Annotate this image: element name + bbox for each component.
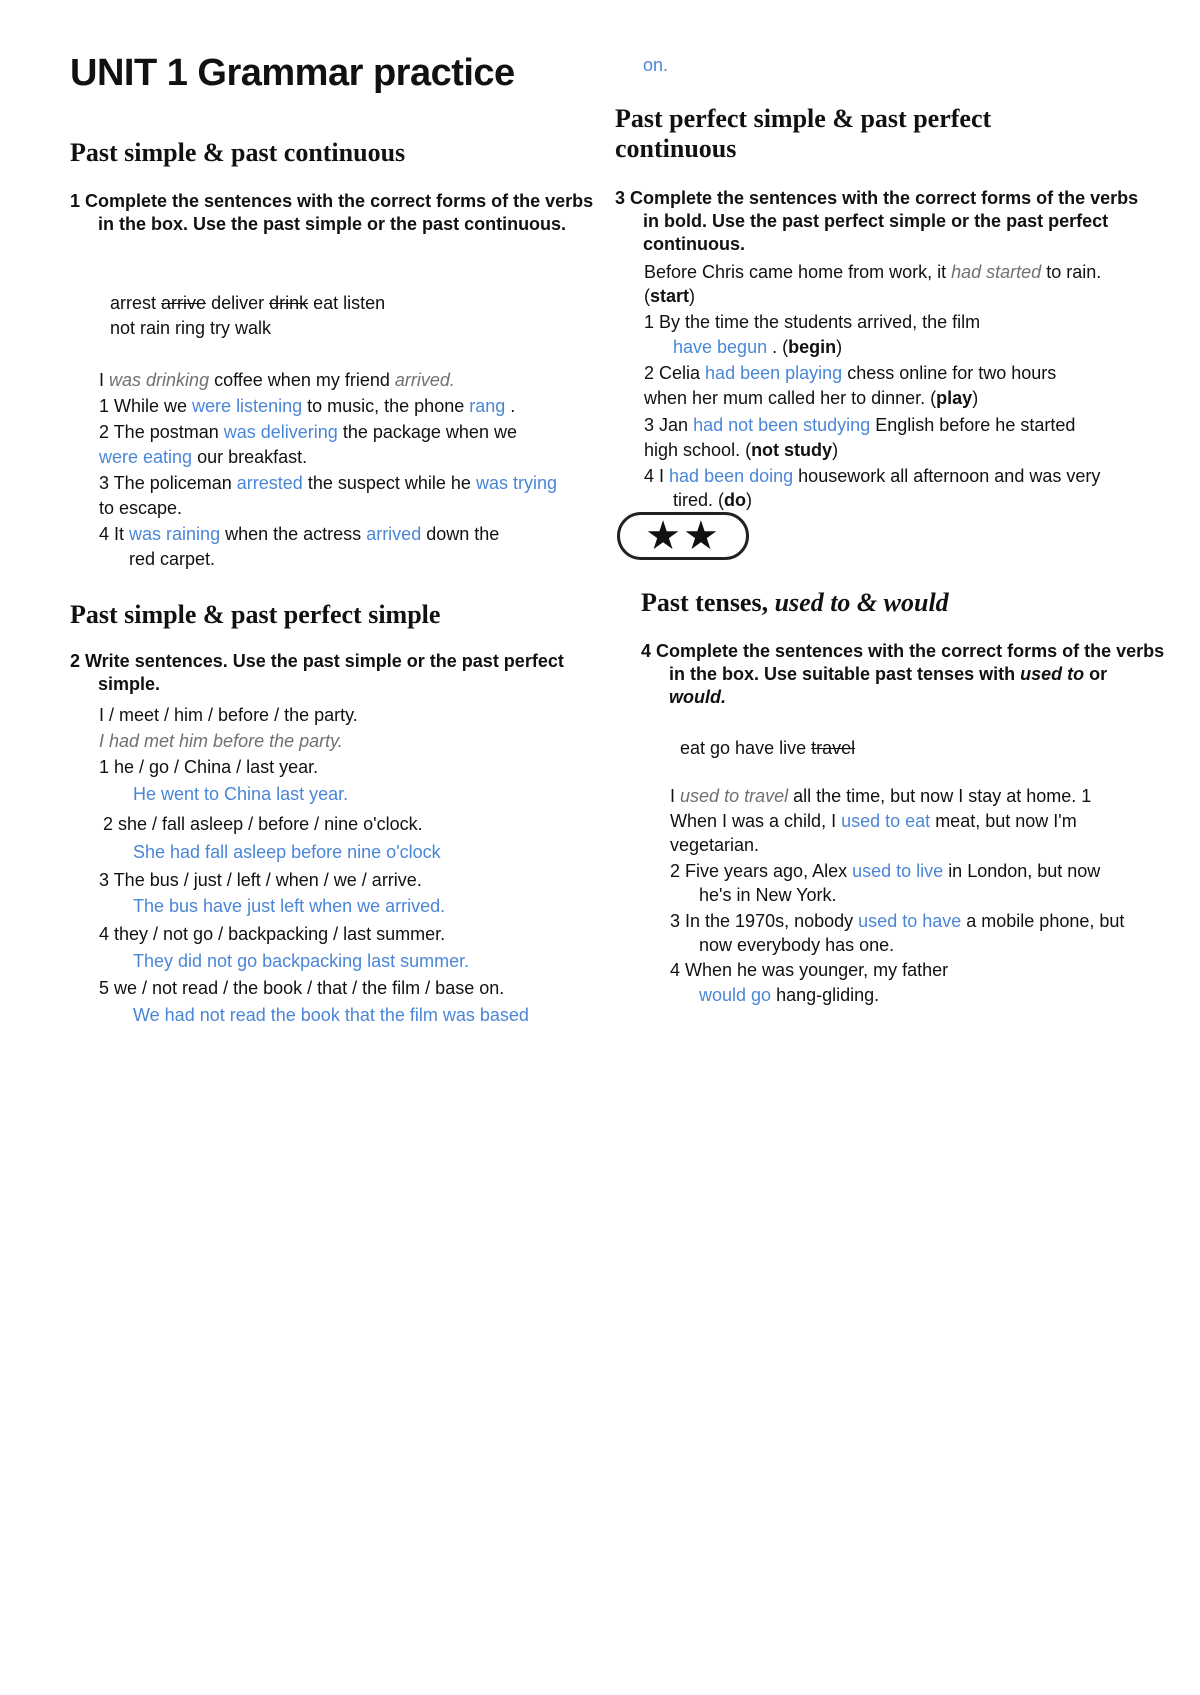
- exercise-1-item-2: 2 The postman was delivering the package when we: [99, 422, 517, 442]
- exercise-2-a3: The bus have just left when we arrived.: [133, 896, 446, 916]
- word-box-1-line-2: not rain ring try walk: [110, 318, 272, 338]
- exercise-4-item-2: 2 Five years ago, Alex used to live in London, but now: [670, 861, 1101, 881]
- exercise-3-example: Before Chris came home from work, it had started to rain.: [644, 262, 1102, 282]
- exercise-2-q3: 3 The bus / just / left / when / we / arrive.: [99, 870, 422, 890]
- exercise-4-item-1-cont: vegetarian.: [670, 835, 760, 855]
- exercise-2-a4: They did not go backpacking last summer.: [133, 951, 470, 971]
- difficulty-stars-badge: ★★: [617, 512, 749, 560]
- exercise-3-item-2-cont: when her mum called her to dinner. (play): [644, 388, 979, 408]
- word-box-4: eat go have live travel: [680, 738, 856, 758]
- exercise-3-item-1-cont: have begun . (begin): [673, 337, 843, 357]
- exercise-2-a1: He went to China last year.: [133, 784, 349, 804]
- section-1-heading: Past simple & past continuous: [70, 138, 406, 167]
- exercise-2-q4: 4 they / not go / backpacking / last summer.: [99, 924, 446, 944]
- exercise-2-q2: 2 she / fall asleep / before / nine o'clock.: [103, 814, 423, 834]
- exercise-3-instruction: 3 Complete the sentences with the correct forms of the verbs in bold. Use the past perfect simple or the past perfect continuous.: [615, 188, 1139, 254]
- exercise-3-item-4-cont: tired. (do): [673, 490, 753, 510]
- exercise-3-item-3: 3 Jan had not been studying English before he started: [644, 415, 1076, 435]
- word-box-1-line-1: arrest arrive deliver drink eat listen: [110, 293, 386, 313]
- exercise-1-item-4: 4 It was raining when the actress arrived down the: [99, 524, 500, 544]
- exercise-4-item-1: When I was a child, I used to eat meat, but now I'm: [670, 811, 1077, 831]
- exercise-1-item-3: 3 The policeman arrested the suspect while he was trying: [99, 473, 557, 493]
- exercise-3-example-verb: (start): [644, 286, 696, 306]
- exercise-1-instruction: 1 Complete the sentences with the correct forms of the verbs in the box. Use the past simple or the past continuous.: [70, 191, 594, 234]
- exercise-2-example-prompt: I / meet / him / before / the party.: [99, 705, 358, 725]
- exercise-1-item-4-cont: red carpet.: [129, 549, 216, 569]
- section-3-heading: Past perfect simple & past perfect continuous: [615, 104, 992, 163]
- exercise-4-item-2-cont: he's in New York.: [699, 885, 837, 905]
- exercise-1-item-2-cont: were eating our breakfast.: [99, 447, 308, 467]
- exercise-4-example: I used to travel all the time, but now I stay at home. 1: [670, 786, 1092, 806]
- exercise-2-instruction: 2 Write sentences. Use the past simple or the past perfect simple.: [70, 651, 564, 694]
- exercise-2-a5-continued: on.: [643, 55, 669, 75]
- exercise-3-item-1: 1 By the time the students arrived, the film: [644, 312, 981, 332]
- exercise-3-item-4: 4 I had been doing housework all afternoon and was very: [644, 466, 1101, 486]
- exercise-3-item-2: 2 Celia had been playing chess online for two hours: [644, 363, 1057, 383]
- section-2-heading: Past simple & past perfect simple: [70, 600, 441, 629]
- exercise-2-q5: 5 we / not read / the book / that / the film / base on.: [99, 978, 505, 998]
- exercise-4-instruction: 4 Complete the sentences with the correct forms of the verbs in the box. Use suitable past tenses with used to or would.: [641, 641, 1165, 707]
- exercise-1-item-3-cont: to escape.: [99, 498, 183, 518]
- exercise-1-example: I was drinking coffee when my friend arrived.: [99, 370, 455, 390]
- exercise-4-item-4-cont: would go hang-gliding.: [699, 985, 880, 1005]
- exercise-2-a5: We had not read the book that the film was based: [133, 1005, 529, 1025]
- exercise-4-item-3: 3 In the 1970s, nobody used to have a mobile phone, but: [670, 911, 1125, 931]
- page-title: UNIT 1 Grammar practice: [70, 52, 515, 94]
- exercise-2-example-answer: I had met him before the party.: [99, 731, 343, 751]
- exercise-1-item-1: 1 While we were listening to music, the phone rang .: [99, 396, 516, 416]
- section-4-heading: Past tenses, used to & would: [641, 588, 949, 617]
- exercise-4-item-4: 4 When he was younger, my father: [670, 960, 949, 980]
- exercise-4-item-3-cont: now everybody has one.: [699, 935, 895, 955]
- exercise-3-item-3-cont: high school. (not study): [644, 440, 839, 460]
- exercise-2-q1: 1 he / go / China / last year.: [99, 757, 319, 777]
- exercise-2-a2: She had fall asleep before nine o'clock: [133, 842, 441, 862]
